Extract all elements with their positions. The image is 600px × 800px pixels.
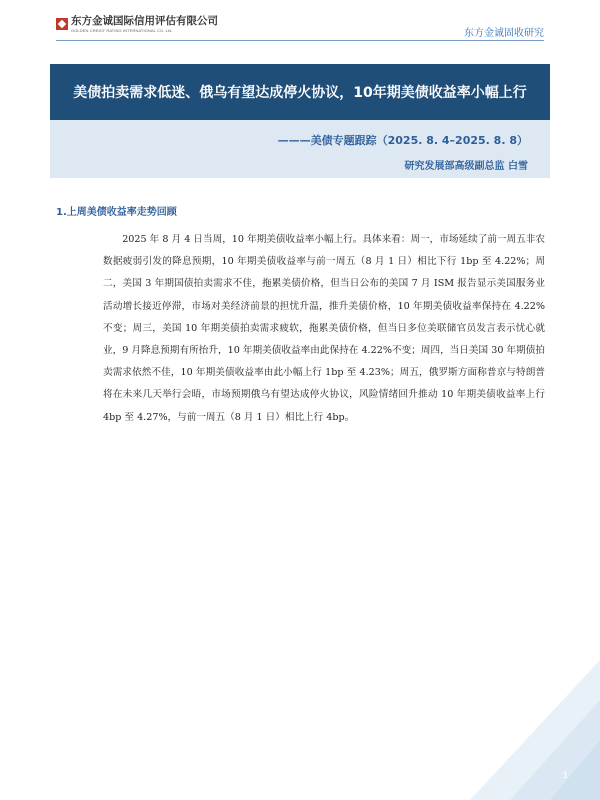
page-number: 1 [562, 770, 568, 780]
header-research-label: 东方金诚固收研究 [464, 28, 544, 39]
title-block [50, 64, 550, 178]
header-divider [56, 40, 544, 41]
report-title: 美债拍卖需求低迷、俄乌有望达成停火协议，10年期美债收益率小幅上行 [73, 85, 527, 101]
logo-english-name: GOLDEN CREDIT RATING INTERNATIONAL CO.,Ltd. [71, 27, 173, 33]
report-author: 研究发展部高级副总监 白雪 [404, 161, 528, 172]
logo-chinese-name: 东方金诚国际信用评估有限公司 [71, 15, 218, 27]
title-band [50, 64, 550, 120]
report-subtitle: ———美债专题跟踪（2025. 8. 4–2025. 8. 8） [277, 134, 528, 147]
body-paragraph: 2025 年 8 月 4 日当周，10 年期美债收益率小幅上行。具体来看：周一，市场延续了前一周五非农数据疲弱引发的降息预期，10 年期美债收益率与前一周五（8 月 1 日）相比下行 1bp 至 4.22%；周二，美国 3 年期国债拍卖需求不佳，拖累美债价格，但当日公布的美国 7 月 ISM 报告显示美国服务业活动增长接近停滞，市场对美经济前景的担忧升温，推升美债价格，10 年期美债收益率保持在 4.22%不变；周三，美国 10 年期美债拍卖需求疲软，拖累美债价格，但当日多位美联储官员发言表示忧心就业，9 月降息预期有所抬升，10 年期美债收益率由此保持在 4.22%不变；周四，当日美国 30 年期债拍卖需求依然不佳，10 年期美债收益率由此小幅上行 1bp 至 4.23%；周五，俄罗斯方面称普京与特朗普将在未来几天举行会晤，市场预期俄乌有望达成停火协议，风险情绪回升推动 10 年期美债收益率上行 4bp 至 4.27%，与前一周五（8 月 1 日）相比上行 4bp。 [103, 234, 545, 423]
logo-text [71, 16, 218, 33]
section-heading: 1.上周美债收益率走势回顾 [56, 207, 177, 218]
corner-decoration [450, 660, 600, 800]
logo-mark-icon [56, 18, 68, 30]
company-logo [56, 16, 218, 33]
